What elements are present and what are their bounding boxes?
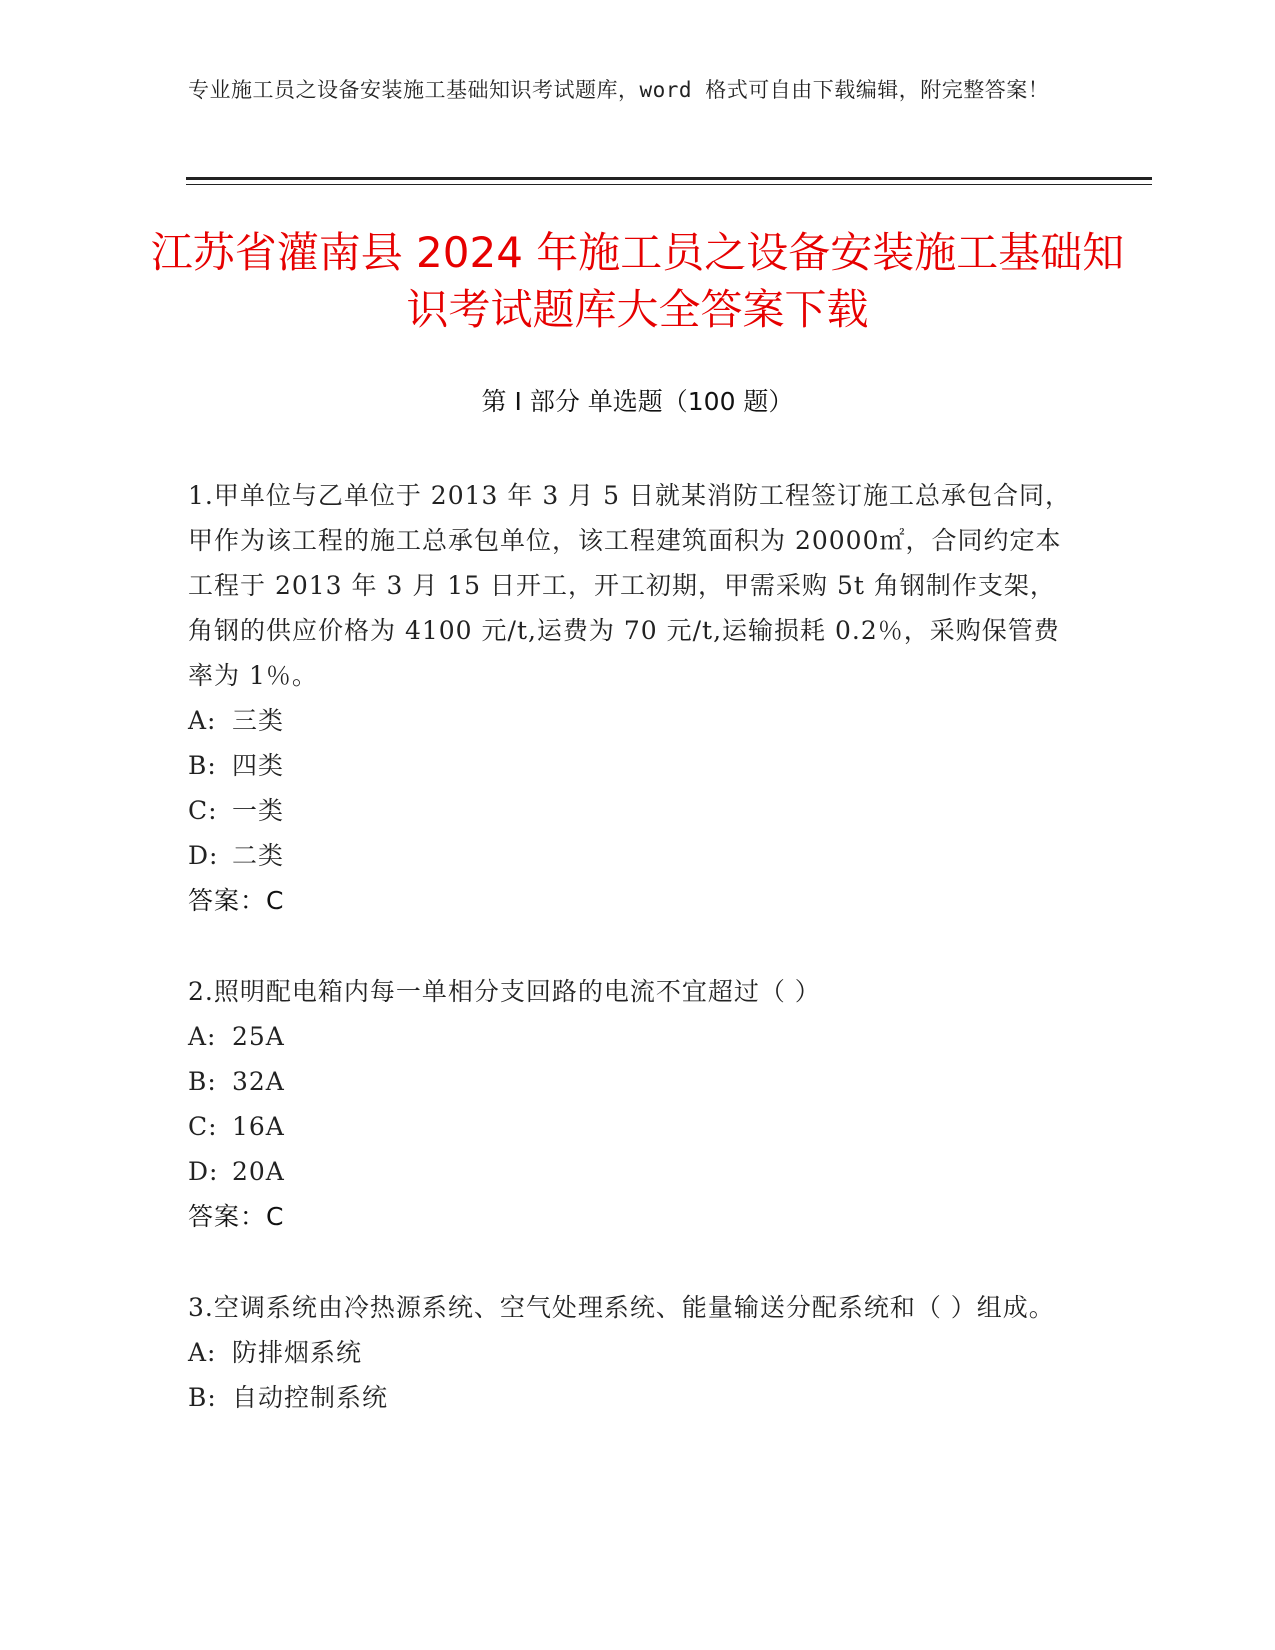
option-key: C: [188,796,218,825]
option-key: B: [188,1383,217,1412]
answer-label: 答案： [188,886,267,915]
question-3 [188,1285,1078,1420]
answer-value: C [266,886,285,915]
option-text: 20A [232,1157,285,1186]
option-b [188,1059,1078,1104]
option-text: 二类 [232,841,285,870]
option-d [188,1149,1078,1194]
question-1 [188,473,1078,923]
question-text: 1.甲单位与乙单位于 2013 年 3 月 5 日就某消防工程签订施工总承包合同，甲作为该工程的施工总承包单位，该工程建筑面积为 20000㎡，合同约定本工程于 2013 年 3 月 15 日开工，开工初期，甲需采购 5t 角钢制作支架，角钢的供应价格为 4100 元/t,运费为 70 元/t,运输损耗 0.2％，采购保管费率为 1％。 [188,481,1071,690]
option-c [188,1104,1078,1149]
option-key: A: [188,1022,217,1051]
option-key: A: [188,1338,217,1367]
question-2 [188,969,1078,1239]
option-key: D: [188,841,219,870]
option-key: B: [188,751,217,780]
option-a [188,698,1078,743]
option-text: 自动控制系统 [232,1383,389,1412]
option-text: 防排烟系统 [232,1338,363,1367]
answer-label: 答案： [188,1202,267,1231]
header-divider-thin [186,184,1152,185]
option-key: A: [188,706,217,735]
option-text: 25A [232,1022,285,1051]
option-d [188,833,1078,878]
option-b [188,743,1078,788]
question-text: 3.空调系统由冷热源系统、空气处理系统、能量输送分配系统和（ ）组成。 [188,1293,1055,1322]
section-heading: 第 I 部分 单选题（100 题） [481,387,794,416]
option-text: 四类 [232,751,285,780]
option-text: 三类 [232,706,285,735]
document-title: 江苏省灌南县 2024 年施工员之设备安装施工基础知识考试题库大全答案下载 [150,228,1125,334]
option-key: D: [188,1157,219,1186]
answer-value: C [266,1202,285,1231]
option-key: C: [188,1112,218,1141]
header-divider-thick [186,177,1152,180]
option-key: B: [188,1067,217,1096]
option-text: 16A [232,1112,285,1141]
question-text: 2.照明配电箱内每一单相分支回路的电流不宜超过（ ） [188,977,821,1006]
question-list [188,473,1078,1466]
option-text: 一类 [232,796,285,825]
answer-line [188,1194,1078,1239]
option-a [188,1014,1078,1059]
header-note: 专业施工员之设备安装施工基础知识考试题库，word 格式可自由下载编辑，附完整答案！ [188,78,1050,102]
option-b [188,1375,1078,1420]
answer-line [188,878,1078,923]
option-text: 32A [232,1067,285,1096]
option-a [188,1330,1078,1375]
option-c [188,788,1078,833]
